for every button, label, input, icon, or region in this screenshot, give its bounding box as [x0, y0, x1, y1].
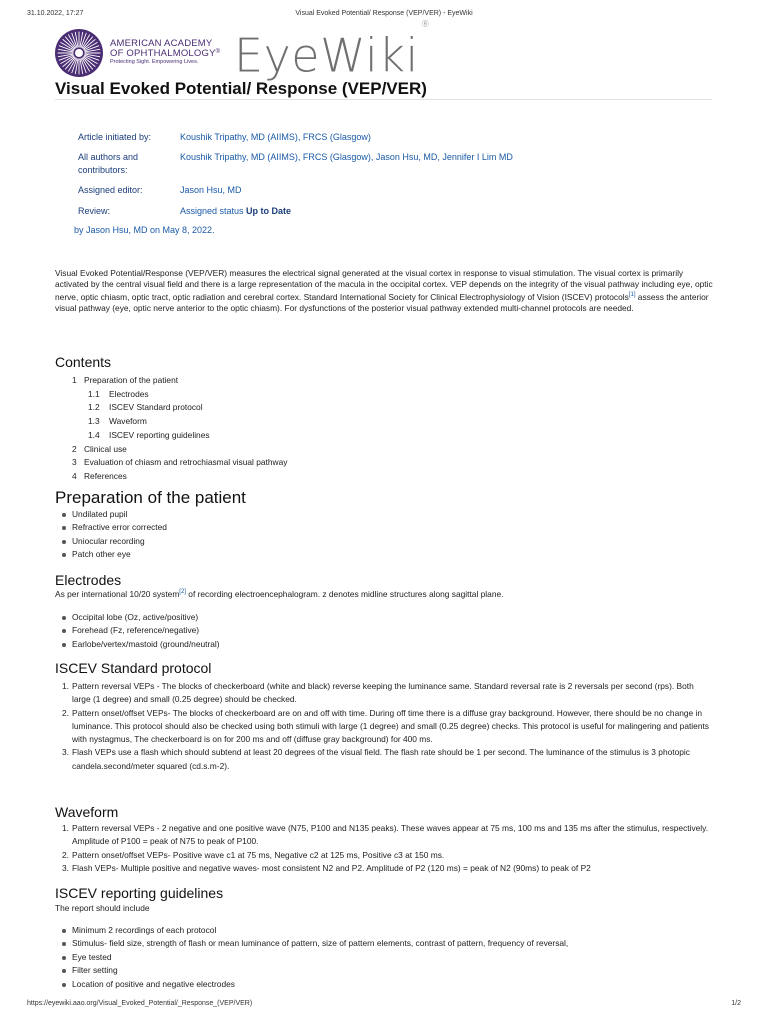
toc-item[interactable] [72, 429, 287, 443]
electrodes-heading: Electrodes [55, 572, 122, 588]
list-item: Occipital lobe (Oz, active/positive) [62, 611, 220, 624]
toc-number: 1.4 [88, 429, 100, 440]
toc-link[interactable]: Preparation of the patient [84, 375, 179, 385]
preparation-heading: Preparation of the patient [55, 488, 246, 507]
electrodes-list [62, 611, 220, 651]
toc-item[interactable] [72, 415, 287, 429]
electrodes-paragraph: As per international 10/20 system[2] of recording electroencephalogram. z denotes midline structures along sagittal plane. [55, 589, 504, 599]
waveform-heading: Waveform [55, 804, 119, 820]
eyewiki-logo[interactable]: EyeWiki® [234, 20, 431, 83]
iscev-protocol-heading: ISCEV Standard protocol [55, 660, 212, 676]
reporting-intro: The report should include [55, 903, 150, 913]
toc-link[interactable]: ISCEV Standard protocol [109, 402, 203, 413]
editor-link[interactable]: Jason Hsu, MD [180, 185, 242, 195]
list-item: Forehead (Fz, reference/negative) [62, 624, 220, 637]
list-item: 1. Pattern reversal VEPs - The blocks of checkerboard (white and black) reverse keeping the luminance same. Standard reversal rate is 2 reversals per second (rps). Both large (1 degree) and small (0.25 degree) should be checked. [62, 681, 694, 705]
list-item: Location of positive and negative electrodes [62, 978, 568, 991]
aao-tagline: Protecting Sight. Empowering Lives. [110, 58, 199, 65]
list-item: Filter setting [62, 964, 568, 977]
aao-name-line1: AMERICAN ACADEMY [110, 38, 213, 49]
page-title: Visual Evoked Potential/ Response (VEP/VER) [55, 79, 427, 98]
contents-heading: Contents [55, 354, 112, 370]
review-label: Review: [78, 206, 111, 216]
list-item: Patch other eye [62, 548, 167, 561]
print-header [27, 10, 741, 20]
toc-item[interactable] [72, 374, 287, 388]
list-item: 2. Pattern onset/offset VEPs- Positive wave c1 at 75 ms, Negative c2 at 125 ms, Positive c3 at 150 ms. [62, 849, 445, 860]
preparation-list [62, 508, 167, 562]
authors-label-line1: All authors and [78, 152, 139, 162]
toc-link[interactable]: Waveform [109, 416, 147, 427]
list-item: Uniocular recording [62, 535, 167, 548]
list-item: Undilated pupil [62, 508, 167, 521]
toc-link[interactable]: ISCEV reporting guidelines [109, 429, 210, 440]
list-item: Stimulus- field size, strength of flash or mean luminance of pattern, size of pattern elements, contrast of pattern, frequency of reversal, [62, 937, 568, 950]
list-item: 2. Pattern onset/offset VEPs- The blocks of checkerboard are on and off with time. During off time there is a diffuse gray background. However, there should be no change in luminance. This protocol should also be checked using both stimuli with large (1 degree) and small (0.25 degree) checks. This protocol is useful for malingering and patients with nystagmus, The checkerboard is on for 200 ms and off (diffuse gray background) for 400 ms. [62, 707, 709, 745]
list-item: Earlobe/vertex/mastoid (ground/neutral) [62, 638, 220, 651]
initiated-author-link[interactable]: Koushik Tripathy, MD (AIIMS), FRCS (Glasgow) [180, 132, 371, 142]
aao-logo-text[interactable] [110, 39, 220, 66]
toc-item[interactable] [72, 401, 287, 415]
print-page-title: Visual Evoked Potential/ Response (VEP/VER) - EyeWiki [295, 10, 473, 17]
toc-number: 1.1 [88, 388, 100, 399]
review-status: Assigned status Up to Date [180, 206, 292, 216]
title-divider [55, 99, 712, 100]
page-number: 1/2 [731, 1000, 741, 1007]
initiated-label: Article initiated by: [78, 132, 152, 142]
toc-link[interactable]: Electrodes [109, 388, 149, 399]
toc-number: 1 [72, 375, 77, 385]
toc-link[interactable]: References [84, 470, 127, 481]
ref-link-2[interactable]: [2] [179, 589, 186, 596]
print-date: 31.10.2022, 17:27 [27, 10, 84, 17]
intro-paragraph: Visual Evoked Potential/Response (VEP/VER) measures the electrical signal generated at the visual cortex in response to visual stimulation. The visual cortex is primarily activated by the central visual field and there is a large representation of the macula in the occipital cortex. VEP depends on the integrity of the visual pathway including eye, optic nerve, optic chiasm, optic tract, optic radiation and cerebral cortex. Standard International Society for Clinical Electrophysiology of Vision (ISCEV) protocols[1] assess the anterior visual pathway (eye, optic nerve anterior to the optic chiasm). For dysfunctions of the posterior visual pathway extended multi-channel protocols are needed. [55, 268, 713, 314]
list-item: 3. Flash VEPs- Multiple positive and negative waves- most consistent N2 and P2. Amplitude of P2 (120 ms) = peak of N2 (90ms) to peak of P2 [62, 862, 591, 873]
list-item: Eye tested [62, 951, 568, 964]
authors-label-line2: contributors: [78, 165, 128, 175]
reporting-heading: ISCEV reporting guidelines [55, 885, 224, 901]
aao-logo-emblem[interactable] [54, 28, 104, 78]
toc-link[interactable]: Clinical use [84, 443, 127, 454]
waveform-list [62, 822, 712, 875]
toc-number: 1.3 [88, 416, 100, 427]
list-item: Minimum 2 recordings of each protocol [62, 924, 568, 937]
authors-list[interactable]: Koushik Tripathy, MD (AIIMS), FRCS (Glasgow), Jason Hsu, MD, Jennifer I Lim MD [180, 152, 513, 162]
reporting-list [62, 924, 568, 991]
toc-link[interactable]: Evaluation of chiasm and retrochiasmal visual pathway [84, 457, 288, 468]
print-footer [27, 1000, 741, 1010]
toc-number: 4 [72, 470, 77, 481]
list-item: Refractive error corrected [62, 521, 167, 534]
aao-name-line2: OF OPHTHALMOLOGY® [110, 47, 221, 59]
iscev-protocol-list [62, 680, 712, 773]
status-badge: Up to Date [246, 206, 292, 216]
list-item: 1. Pattern reversal VEPs - 2 negative and one positive wave (N75, P100 and N135 peaks). These waves appear at 75 ms, 100 ms and 135 ms after the stimulus, respectively. Amplitude of P100 = peak of N75 to peak of P100. [62, 823, 709, 847]
ref-link-1[interactable]: [1] [628, 292, 636, 299]
table-of-contents [72, 374, 287, 484]
toc-item[interactable] [72, 456, 287, 470]
toc-number: 1.2 [88, 402, 100, 413]
review-byline[interactable]: by Jason Hsu, MD on May 8, 2022. [74, 225, 215, 235]
toc-number: 2 [72, 443, 77, 454]
toc-number: 3 [72, 457, 77, 468]
toc-item[interactable] [72, 470, 287, 484]
editor-label: Assigned editor: [78, 185, 143, 195]
site-header [54, 20, 434, 83]
toc-item[interactable] [72, 388, 287, 402]
toc-item[interactable] [72, 443, 287, 457]
page-url: https://eyewiki.aao.org/Visual_Evoked_Potential/_Response_(VEP/VER) [27, 1000, 253, 1007]
list-item: 3. Flash VEPs use a flash which should subtend at least 20 degrees of the visual field. The flash rate should be 1 per second. The luminance of the stimulus is 3 photopic candela.second/meter squared (cd.s.m-2). [62, 747, 690, 771]
